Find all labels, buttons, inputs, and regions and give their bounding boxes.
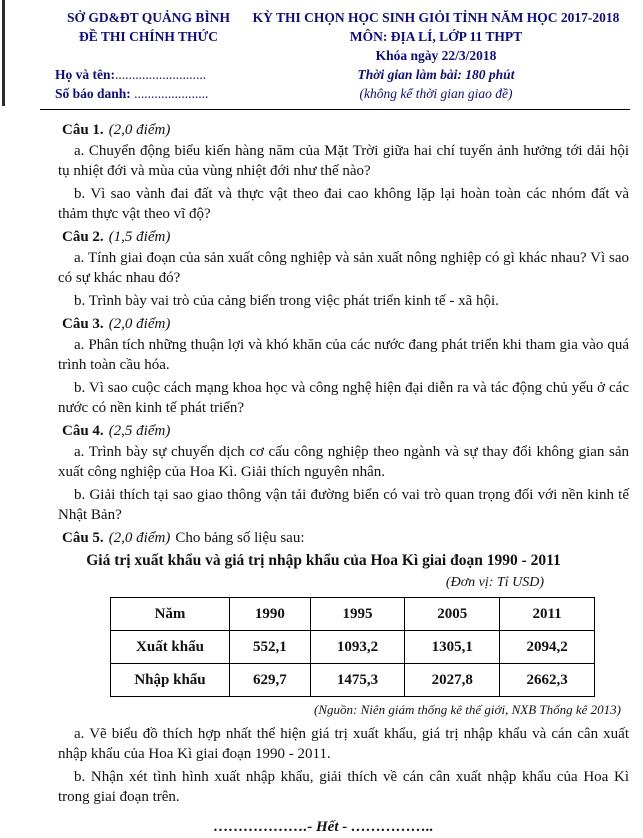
question-5-heading <box>58 528 629 548</box>
candidate-id-label: Số báo danh: <box>55 86 135 101</box>
header-spacer <box>55 46 242 65</box>
question-4-points: (2,5 điểm) <box>108 423 171 439</box>
candidate-name-label: Họ và tên: <box>55 67 115 82</box>
exam-duration-note: (không kể thời gian giao đề) <box>359 86 513 101</box>
table-cell: 2027,8 <box>405 664 500 697</box>
exam-header <box>0 0 643 103</box>
table-cell: 2662,3 <box>500 664 595 697</box>
question-1-part-a: a. Chuyển động biểu kiến hàng năm của Mặt Trời giữa hai chí tuyến ảnh hưởng tới dải hội tụ nhiệt đới và mùa của vùng nhiệt đới như thế nào? <box>58 143 629 179</box>
exam-duration: Thời gian làm bài: 180 phút <box>357 67 515 82</box>
table-cell: 1475,3 <box>310 664 405 697</box>
table-row-label: Nhập khẩu <box>111 664 230 697</box>
question-5-label: Câu 5. <box>62 530 104 546</box>
table-cell: 1093,2 <box>310 631 405 664</box>
question-3-label: Câu 3. <box>62 316 104 332</box>
question-3-heading <box>58 314 629 334</box>
table-header-cell: 1995 <box>310 598 405 631</box>
table-cell: 629,7 <box>230 664 311 697</box>
question-5-part-a: a. Vẽ biểu đồ thích hợp nhất thể hiện giá trị xuất khẩu, giá trị nhập khẩu và cán cân xuất nhập khẩu của Hoa Kì giai đoạn 1990 - 2011. <box>58 726 629 762</box>
question-4-part-a: a. Trình bày sự chuyển dịch cơ cấu công nghiệp theo ngành và sự thay đổi không gian sản xuất công nghiệp của Hoa Kì. Giải thích nguyên nhân. <box>58 444 629 480</box>
candidate-name-field <box>55 65 242 84</box>
question-2-part-a: a. Tính giai đoạn của sản xuất công nghiệp và sản xuất nông nghiệp có gì khác nhau? Vì sao có sự khác nhau đó? <box>58 250 629 286</box>
question-5-points: (2,0 điểm) <box>108 530 171 546</box>
exam-subject: MÔN: ĐỊA LÍ, LỚP 11 THPT <box>349 29 523 44</box>
table-unit-note: (Đơn vị: Tỉ USD) <box>445 575 544 590</box>
header-left-column <box>55 8 242 103</box>
question-2-heading <box>58 227 629 247</box>
question-5-part-b: b. Nhận xét tình hình xuất nhập khẩu, giải thích về cán cân xuất nhập khẩu của Hoa Kì trong giai đoạn trên. <box>58 769 629 805</box>
table-row-exports <box>111 631 595 664</box>
data-table <box>110 597 595 697</box>
question-4-heading <box>58 421 629 441</box>
question-3-part-b: b. Vì sao cuộc cách mạng khoa học và công nghệ hiện đại diễn ra và tác động chủ yếu ở các nước có nền kinh tế phát triển? <box>58 380 629 416</box>
table-cell: 552,1 <box>230 631 311 664</box>
question-2-points: (1,5 điểm) <box>108 229 171 245</box>
question-4-part-b: b. Giải thích tại sao giao thông vận tải đường biển có vai trò quan trọng đối với nền kinh tế Nhật Bản? <box>58 487 629 523</box>
candidate-name-dotted-line: ........................... <box>115 67 207 82</box>
candidate-id-dotted-line: ...................... <box>134 86 209 101</box>
table-header-cell: 1990 <box>230 598 311 631</box>
question-4-label: Câu 4. <box>62 423 104 439</box>
table-header-cell: 2011 <box>500 598 595 631</box>
question-5-intro: Cho bảng số liệu sau: <box>175 530 305 546</box>
question-1-label: Câu 1. <box>62 122 104 138</box>
question-3-part-a: a. Phân tích những thuận lợi và khó khăn của các nước đang phát triển khi tham gia vào quá trình toàn cầu hóa. <box>58 337 629 373</box>
question-2-label: Câu 2. <box>62 229 104 245</box>
scan-edge-artifact <box>2 0 5 106</box>
exam-body <box>0 110 643 837</box>
exam-date: Khóa ngày 22/3/2018 <box>375 48 497 63</box>
question-2-part-b: b. Trình bày vai trò của cảng biển trong việc phát triển kinh tế - xã hội. <box>74 293 499 309</box>
header-right-column <box>242 8 630 103</box>
exam-doc-type: ĐỀ THI CHÍNH THỨC <box>79 29 218 44</box>
table-source: (Nguồn: Niên giám thống kê thế giới, NXB Thống kê 2013) <box>314 702 621 717</box>
table-row-imports <box>111 664 595 697</box>
table-cell: 2094,2 <box>500 631 595 664</box>
table-header-cell: Năm <box>111 598 230 631</box>
table-row-label: Xuất khẩu <box>111 631 230 664</box>
exam-title: KỲ THI CHỌN HỌC SINH GIỎI TỈNH NĂM HỌC 2017-2018 <box>252 10 620 25</box>
question-1-heading <box>58 120 629 140</box>
end-marker: ……………….- Hết - …………….. <box>213 819 434 835</box>
table-header-row <box>111 598 595 631</box>
org-name: SỞ GD&ĐT QUẢNG BÌNH <box>67 10 230 25</box>
table-title: Giá trị xuất khẩu và giá trị nhập khẩu của Hoa Kì giai đoạn 1990 - 2011 <box>86 552 561 569</box>
question-1-part-b: b. Vì sao vành đai đất và thực vật theo đai cao không lặp lại hoàn toàn các nhóm đất và thảm thực vật theo vĩ độ? <box>58 186 629 222</box>
table-cell: 1305,1 <box>405 631 500 664</box>
table-header-cell: 2005 <box>405 598 500 631</box>
candidate-id-field <box>55 84 242 103</box>
question-1-points: (2,0 điểm) <box>108 122 171 138</box>
question-3-points: (2,0 điểm) <box>108 316 171 332</box>
